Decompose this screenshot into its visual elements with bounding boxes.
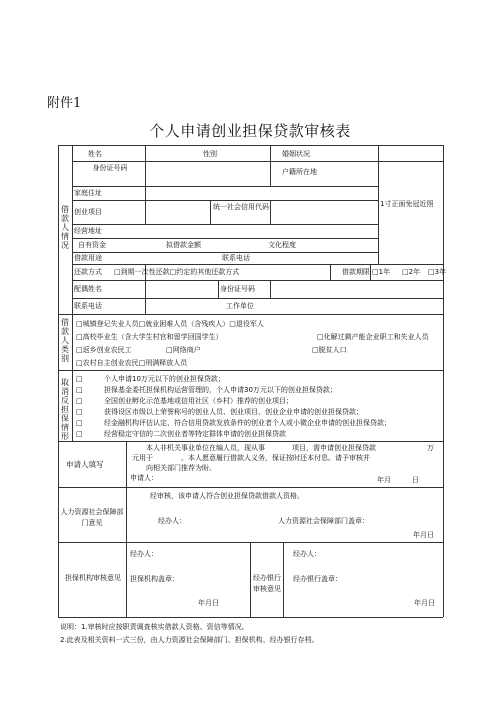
term-1-year-checkbox[interactable]: □1年 bbox=[372, 268, 391, 276]
category-row-4[interactable]: □农村自主创业农民□刑满释放人员 bbox=[76, 359, 188, 367]
gender-label: 性别 bbox=[203, 150, 217, 158]
name-label: 姓名 bbox=[88, 150, 102, 158]
applicant-statement-1a: 本人非机关事业单位在编人员，现从事 bbox=[146, 444, 265, 452]
hr-date: 年月日 bbox=[413, 531, 434, 539]
condition-item: 担保基金委托担保机构运营管理的，个人申请30万元以下的创业担保贷款； bbox=[104, 386, 337, 394]
business-address-label: 经营地址 bbox=[74, 227, 102, 235]
category-row-2a[interactable]: □高校毕业生（含大学生村官和留学回国学生） bbox=[76, 333, 223, 341]
condition-checkbox[interactable]: □ bbox=[76, 375, 83, 383]
spouse-id-label: 身份证号码 bbox=[220, 285, 255, 293]
page-title: 个人申请创业担保贷款审核表 bbox=[149, 122, 351, 140]
loan-amount-label: 拟借款金额 bbox=[166, 241, 201, 249]
applicant-statement-3: 向相关部门推荐为盼。 bbox=[146, 464, 216, 472]
loan-term-label: 借款期限 bbox=[342, 268, 370, 276]
category-row-2b[interactable]: □化解过剩产能企业职工和失业人员 bbox=[317, 333, 429, 341]
hr-opinion: 经审核，该申请人符合创业担保贷款借款人资格。 bbox=[150, 492, 304, 500]
term-3-year-checkbox[interactable]: □3年 bbox=[428, 268, 447, 276]
bank-handler: 经办人： bbox=[293, 550, 321, 558]
repay-options[interactable]: □到期一次性还款□约定的其他还款方式 bbox=[114, 268, 240, 276]
credit-code-label: 统一社会信用代码 bbox=[213, 203, 269, 211]
hukou-label: 户籍所在地 bbox=[282, 168, 317, 176]
attachment-label: 附件1 bbox=[47, 96, 82, 111]
applicant-statement-1b: 项目，需申请创业担保贷款 bbox=[292, 444, 376, 452]
hr-handler: 经办人： bbox=[158, 517, 186, 525]
spouse-name-label: 配偶姓名 bbox=[74, 285, 102, 293]
conditions-section-label: 取消反担保情形 bbox=[61, 378, 69, 441]
condition-item: 经营稳定守信的二次创业者等特定群体申请的创业担保贷款 bbox=[104, 430, 286, 438]
condition-checkbox[interactable]: □ bbox=[76, 397, 83, 405]
category-section-label: 借款人类别 bbox=[61, 318, 69, 363]
project-label: 创业项目 bbox=[74, 208, 102, 216]
photo-label: 1寸正面免冠近照 bbox=[380, 200, 434, 208]
hr-label: 人力资源社会保障部门意见 bbox=[60, 508, 124, 527]
category-row-1[interactable]: □城镇登记失业人员□就业困难人员（含残疾人）□退役军人 bbox=[76, 320, 264, 328]
marital-label: 婚姻状况 bbox=[282, 150, 310, 158]
guarantee-seal: 担保机构盖章： bbox=[130, 575, 179, 583]
condition-item: 全国创业孵化示范基地或信用社区（乡村）推荐的创业项目； bbox=[104, 397, 293, 405]
term-2-year-checkbox[interactable]: □2年 bbox=[402, 268, 421, 276]
borrower-section-label: 借款人情况 bbox=[61, 205, 69, 250]
bank-date: 年月日 bbox=[414, 599, 435, 607]
own-funds-label: 自有资金 bbox=[78, 241, 106, 249]
applicant-statement-2: 元用于 。本人愿意履行借款人义务，保证按时还本付息。请予审核并 bbox=[132, 454, 370, 462]
applicant-statement-1c: 万 bbox=[427, 444, 434, 452]
condition-checkbox[interactable]: □ bbox=[76, 386, 83, 394]
guarantee-handler: 经办人： bbox=[130, 550, 158, 558]
category-row-3c[interactable]: □脱贫人口 bbox=[312, 346, 347, 354]
bank-seal: 经办银行盖章： bbox=[293, 575, 342, 583]
category-row-3b[interactable]: □网络商户 bbox=[166, 346, 201, 354]
id-number-label: 身份证号码 bbox=[92, 164, 128, 172]
guarantee-label: 担保机构审核意见 bbox=[65, 574, 121, 582]
guarantee-date: 年月日 bbox=[198, 599, 219, 607]
applicant-label: 申请人填写 bbox=[66, 460, 104, 469]
home-address-label: 家庭住址 bbox=[74, 189, 102, 197]
condition-item: 获得设区市级以上荣誉称号的创业人员、创业项目、创业企业申请的创业担保贷款； bbox=[104, 408, 363, 416]
condition-checkbox[interactable]: □ bbox=[76, 430, 83, 438]
phone-label: 联系电话 bbox=[222, 254, 250, 262]
work-unit-label: 工作单位 bbox=[226, 302, 254, 310]
condition-item: 经金融机构评估认定、符合信用贷款发放条件的创业者个人或小微企业申请的创业担保贷款； bbox=[104, 419, 391, 427]
bank-label: 经办银行审核意见 bbox=[253, 574, 281, 593]
applicant-date: 年月 日 bbox=[377, 476, 419, 484]
condition-checkbox[interactable]: □ bbox=[76, 419, 83, 427]
contact-phone-label: 联系电话 bbox=[74, 302, 102, 310]
applicant-signer: 申请人： bbox=[130, 474, 158, 482]
condition-item: 个人申请10万元以下的创业担保贷款； bbox=[104, 375, 225, 383]
repay-method-label: 还款方式 bbox=[74, 268, 102, 276]
note-1: 说明：1.审核时应按职责调查核实借款人资格、资信等情况。 bbox=[60, 623, 249, 631]
education-label: 文化程度 bbox=[268, 241, 296, 249]
category-row-3a[interactable]: □返乡创业农民工 bbox=[76, 346, 132, 354]
condition-checkbox[interactable]: □ bbox=[76, 408, 83, 416]
hr-seal: 人力资源社会保障部门盖章： bbox=[278, 517, 369, 525]
loan-use-label: 借款用途 bbox=[74, 254, 102, 262]
note-2: 2.此表及相关资料一式三份，由人力资源社会保障部门、担保机构、经办银行存档。 bbox=[60, 636, 319, 644]
